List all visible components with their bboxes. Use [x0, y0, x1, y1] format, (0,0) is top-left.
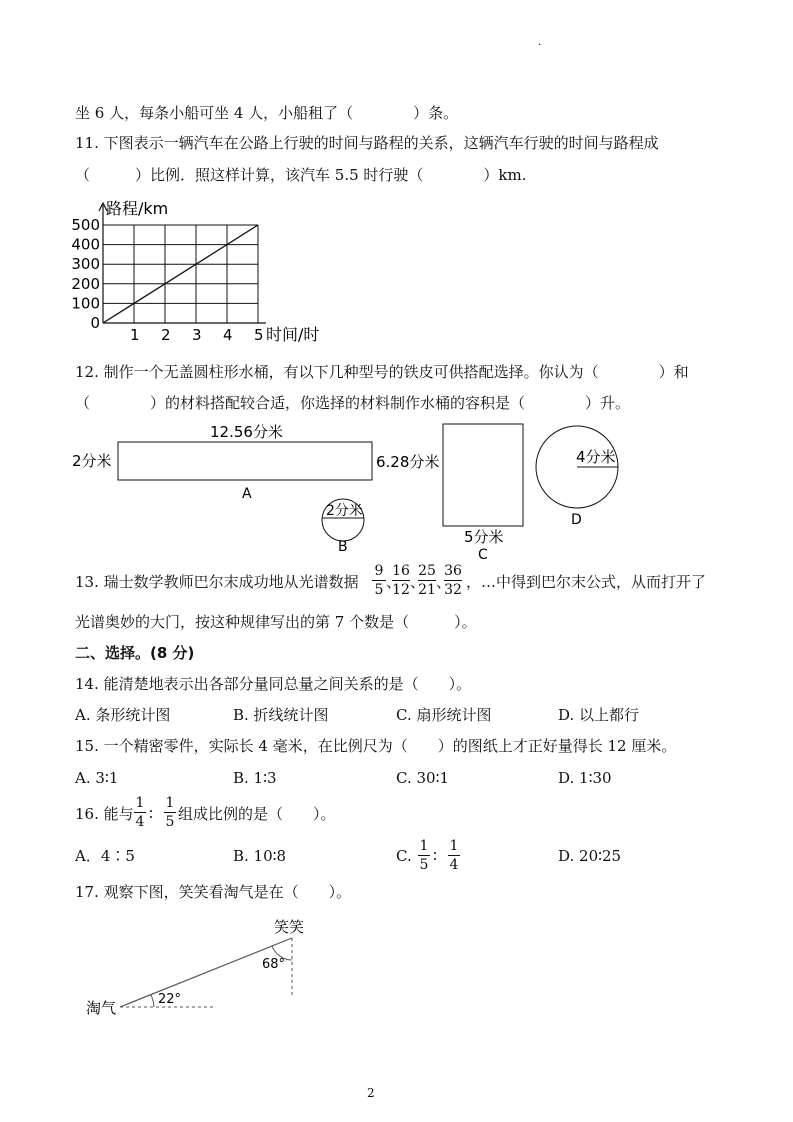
y-tick-label: 300	[71, 255, 100, 274]
q16-f2-denominator: 5	[165, 814, 175, 830]
x-tick-label: 3	[192, 326, 202, 344]
q14-option-c: C. 扇形统计图	[396, 706, 492, 724]
q12-line2: （ ）的材料搭配较合适，你选择的材料制作水桶的容积是（ ）升。	[75, 394, 631, 412]
page-number: 2	[367, 1086, 375, 1100]
q16-c-f1-numerator: 1	[419, 838, 429, 854]
q16-option-c-fraction-1	[418, 838, 430, 873]
q16-c-f2-denominator: 4	[449, 857, 459, 873]
q13-f3-numerator: 25	[418, 563, 436, 579]
q16-c-f1-denominator: 5	[419, 857, 429, 873]
label-xiaoxiao: 笑笑	[274, 918, 305, 936]
q13-fraction-1	[372, 563, 386, 598]
q11-line2: （ ）比例．照这样计算，该汽车 5.5 时行驶（ ）km.	[75, 166, 527, 184]
y-tick-label: 400	[71, 235, 100, 254]
q11-line1: 11. 下图表示一辆汽车在公路上行驶的时间与路程的关系，这辆汽车行驶的时间与路程成	[75, 134, 659, 152]
angle-arc-left	[151, 995, 154, 1007]
shape-a-left-label: 2分米	[72, 452, 112, 470]
chart-tick-labels	[71, 216, 263, 344]
y-tick-label: 100	[71, 294, 100, 313]
chart-series	[103, 225, 258, 323]
x-tick-label: 1	[130, 326, 140, 344]
series-line	[103, 225, 258, 323]
q14-option-b: B. 折线统计图	[233, 706, 329, 724]
section-2-heading: 二、选择。(8 分)	[75, 644, 195, 662]
shape-d-radius-label: 4分米	[576, 448, 616, 466]
shape-d-name: D	[571, 512, 582, 528]
q13-f4-denominator: 32	[444, 582, 462, 598]
q16-colon: ∶	[149, 805, 153, 823]
q16-c-f2-numerator: 1	[449, 838, 459, 854]
q13-sep-1: 、	[386, 573, 402, 591]
q13-f1-denominator: 5	[374, 582, 384, 598]
q13-f2-denominator: 12	[392, 582, 410, 598]
q12-materials-figure	[60, 418, 640, 564]
shape-a-name: A	[242, 486, 252, 502]
label-taoqi: 淘气	[86, 999, 117, 1017]
x-tick-label: 2	[161, 326, 171, 344]
shape-c-rectangle	[443, 424, 523, 526]
shape-a-rectangle	[118, 442, 372, 480]
q16-f2-numerator: 1	[165, 795, 175, 811]
q14-option-d: D. 以上都行	[558, 706, 640, 724]
q13-fraction-2	[392, 563, 410, 598]
q17-stem: 17. 观察下图，笑笑看淘气是在（ ）。	[75, 883, 352, 901]
y-tick-label: 200	[71, 274, 100, 293]
y-tick-label: 500	[71, 216, 100, 234]
q16-option-c-fraction-2	[448, 838, 460, 873]
angle-label-left: 22°	[158, 992, 182, 1007]
q11-distance-time-chart	[66, 194, 346, 354]
q13-f2-numerator: 16	[392, 563, 410, 579]
shape-c-bottom-label: 5分米	[464, 528, 504, 546]
q10-tail: 坐 6 人，每条小船可坐 4 人，小船租了（ ）条。	[75, 104, 459, 122]
chart-axes	[99, 203, 266, 323]
q13-fraction-4	[444, 563, 462, 598]
shape-c-left-label: 6.28分米	[376, 453, 440, 471]
q13-sep-3: 、	[436, 573, 452, 591]
sightline	[120, 938, 292, 1007]
q16-option-a: A．4∶5	[75, 847, 135, 865]
q16-fraction-1	[134, 795, 146, 830]
q16-pre: 16. 能与	[75, 805, 134, 823]
q16-f1-denominator: 4	[135, 814, 145, 830]
q16-f1-numerator: 1	[135, 795, 145, 811]
q14-option-a: A. 条形统计图	[75, 706, 171, 724]
shape-c-name: C	[478, 547, 488, 563]
q13-post: ，…中得到巴尔末公式，从而打开了	[466, 573, 707, 591]
q13-f4-numerator: 36	[444, 563, 462, 579]
q16-option-c-colon: ∶	[433, 847, 437, 865]
q16-option-b: B. 10∶8	[233, 847, 287, 865]
q12-line1: 12. 制作一个无盖圆柱形水桶，有以下几种型号的铁皮可供搭配选择。你认为（ ）和	[75, 363, 689, 381]
q13-f1-numerator: 9	[374, 563, 384, 579]
q13-pre: 13. 瑞士数学教师巴尔末成功地从光谱数据	[75, 573, 359, 591]
q16-option-c-label: C.	[396, 847, 412, 865]
top-dot: ·	[538, 40, 542, 51]
q15-stem: 15. 一个精密零件，实际长 4 毫米，在比例尺为（ ）的图纸上才正好量得长 12 厘米。	[75, 737, 677, 755]
q13-fraction-3	[418, 563, 436, 598]
q13-sep-2: 、	[410, 573, 426, 591]
q15-option-d: D. 1∶30	[558, 769, 612, 787]
angle-label-top: 68°	[262, 957, 286, 972]
shape-a-top-label: 12.56分米	[210, 423, 283, 441]
shape-b-diameter-label: 2分米	[326, 503, 363, 519]
q15-option-b: B. 1∶3	[233, 769, 277, 787]
x-tick-label: 4	[223, 326, 233, 344]
chart-y-axis-label: 路程/km	[106, 199, 169, 218]
q16-option-d: D. 20∶25	[558, 847, 622, 865]
y-tick-label: 0	[90, 314, 100, 332]
x-tick-label: 5	[254, 326, 264, 344]
q13-f3-denominator: 21	[418, 582, 436, 598]
q16-post: 组成比例的是（ ）。	[178, 805, 336, 823]
shape-b-name: B	[338, 539, 348, 555]
q13-line2: 光谱奥妙的大门，按这种规律写出的第 7 个数是（ ）。	[75, 613, 477, 631]
q17-direction-figure	[80, 912, 320, 1022]
chart-x-axis-label: 时间/时	[266, 325, 320, 344]
q14-stem: 14. 能清楚地表示出各部分量同总量之间关系的是（ ）。	[75, 675, 472, 693]
q15-option-c: C. 30∶1	[396, 769, 450, 787]
q16-fraction-2	[164, 795, 176, 830]
q15-option-a: A. 3∶1	[75, 769, 119, 787]
